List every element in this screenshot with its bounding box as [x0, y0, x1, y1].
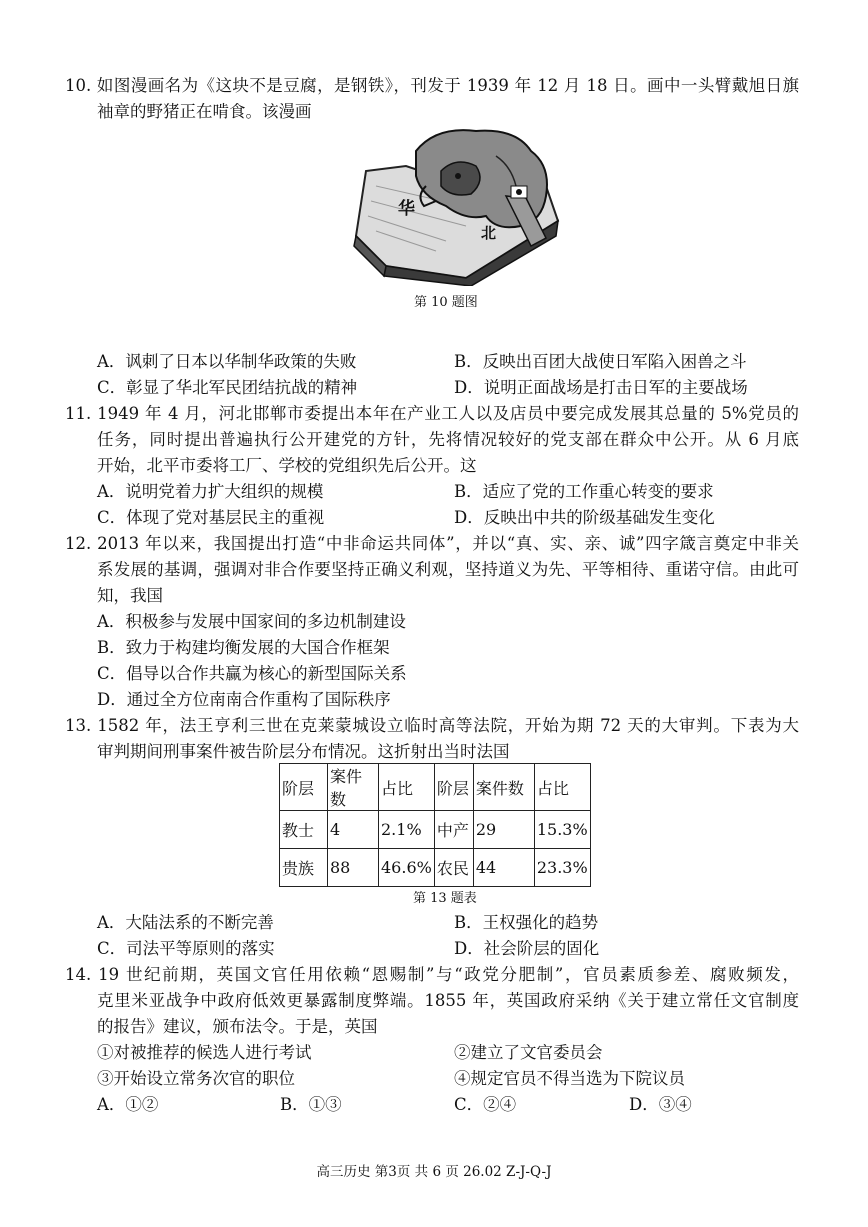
table-cell: 29 [473, 811, 534, 849]
q11-option-a[interactable]: A．说明党着力扩大组织的规模 [97, 482, 324, 501]
q13-table [279, 763, 591, 887]
q12-option-d[interactable]: D．通过全方位南南合作重构了国际秩序 [97, 690, 391, 709]
q10-option-d[interactable]: D．说明正面战场是打击日军的主要战场 [454, 378, 748, 397]
table-cell: 中产 [434, 811, 473, 849]
q14-statement-4: ④规定官员不得当选为下院议员 [454, 1069, 685, 1088]
figure-text-bei: 北 [481, 224, 497, 242]
q13-option-d[interactable]: D．社会阶层的固化 [454, 939, 600, 958]
q12-option-c[interactable]: C．倡导以合作共赢为核心的新型国际关系 [97, 664, 407, 683]
q13-stem-line2: 审判期间刑事案件被告阶层分布情况。这折射出当时法国 [97, 742, 510, 761]
q10-option-b[interactable]: B．反映出百团大战使日军陷入困兽之斗 [454, 352, 747, 371]
q11-option-d[interactable]: D．反映出中共的阶级基础发生变化 [454, 508, 715, 527]
q10-stem-line2: 袖章的野猪正在啃食。该漫画 [97, 102, 312, 121]
q14-stem-line1: 14. 19 世纪前期，英国文官任用依赖“恩赐制”与“政党分肥制”，官员素质参差、腐败频发， [65, 965, 799, 984]
q14-stem-line3: 的报告》建议，颁布法令。于是，英国 [97, 1017, 378, 1036]
table-cell: 88 [328, 849, 379, 887]
q10-option-c[interactable]: C．彰显了华北军民团结抗战的精神 [97, 378, 358, 397]
table-cell: 贵族 [280, 849, 328, 887]
table-header-cell: 占比 [379, 764, 435, 811]
figure-text-hua: 华 [398, 199, 415, 219]
q11-stem-line3: 开始，北平市委将工厂、学校的党组织先后公开。这 [97, 456, 477, 475]
table-header-cell: 案件数 [328, 764, 379, 811]
table-header-cell: 案件数 [473, 764, 534, 811]
table-cell: 教士 [280, 811, 328, 849]
q14-statement-2: ②建立了文官委员会 [454, 1043, 603, 1062]
q10-option-a[interactable]: A．讽刺了日本以华制华政策的失败 [97, 352, 357, 371]
q13-option-b[interactable]: B．王权强化的趋势 [454, 913, 599, 932]
q14-option-a[interactable]: A．①② [97, 1095, 159, 1114]
table-row [280, 811, 591, 849]
table-header-cell: 占比 [534, 764, 590, 811]
q13-table-caption: 第 13 题表 [413, 891, 477, 906]
q12-stem-line3: 知，我国 [97, 586, 163, 605]
q10-stem-line1: 10. 如图漫画名为《这块不是豆腐，是钢铁》，刊发于 1939 年 12 月 18 日。画中一头臂戴旭日旗 [65, 76, 799, 95]
table-cell: 44 [473, 849, 534, 887]
table-header-cell: 阶层 [434, 764, 473, 811]
q13-option-c[interactable]: C．司法平等原则的落实 [97, 939, 275, 958]
q14-statement-1: ①对被推荐的候选人进行考试 [97, 1043, 312, 1062]
q11-option-b[interactable]: B．适应了党的工作重心转变的要求 [454, 482, 714, 501]
table-cell: 23.3% [534, 849, 590, 887]
table-cell: 2.1% [379, 811, 435, 849]
q11-option-c[interactable]: C．体现了党对基层民主的重视 [97, 508, 325, 527]
q12-stem-line1: 12. 2013 年以来，我国提出打造“中非命运共同体”，并以“真、实、亲、诚”四字箴言奠定中非关 [65, 534, 799, 553]
q13-stem-line1: 13. 1582 年，法王亨利三世在克莱蒙城设立临时高等法院，开始为期 72 天的大审判。下表为大 [65, 716, 799, 735]
cartoon-image [346, 126, 568, 286]
q14-option-c[interactable]: C．②④ [454, 1095, 517, 1114]
table-header-row [280, 764, 591, 811]
table-cell: 4 [328, 811, 379, 849]
q12-stem-line2: 系发展的基调，强调对非合作要坚持正确义利观，坚持道义为先、平等相待、重诺守信。由此可 [97, 560, 799, 579]
q12-option-a[interactable]: A．积极参与发展中国家间的多边机制建设 [97, 612, 406, 631]
q14-stem-line2: 克里米亚战争中政府低效更暴露制度弊端。1855 年，英国政府采纳《关于建立常任文官制度 [97, 991, 799, 1010]
page-footer: 高三历史 第3页 共 6 页 26.02 Z-J-Q-J [316, 1164, 552, 1180]
q13-option-a[interactable]: A．大陆法系的不断完善 [97, 913, 274, 932]
table-row [280, 849, 591, 887]
q10-figure-caption: 第 10 题图 [414, 295, 478, 310]
q12-option-b[interactable]: B．致力于构建均衡发展的大国合作框架 [97, 638, 390, 657]
q11-stem-line1: 11. 1949 年 4 月，河北邯郸市委提出本年在产业工人以及店员中要完成发展其总量的 5%党员的 [65, 404, 799, 423]
q14-statement-3: ③开始设立常务次官的职位 [97, 1069, 295, 1088]
table-header-cell: 阶层 [280, 764, 328, 811]
table-cell: 46.6% [379, 849, 435, 887]
table-cell: 15.3% [534, 811, 590, 849]
q11-stem-line2: 任务，同时提出普遍执行公开建党的方针，先将情况较好的党支部在群众中公开。从 6 月底 [97, 430, 799, 449]
table-cell: 农民 [434, 849, 473, 887]
q14-option-d[interactable]: D．③④ [629, 1095, 692, 1114]
q14-option-b[interactable]: B．①③ [280, 1095, 342, 1114]
